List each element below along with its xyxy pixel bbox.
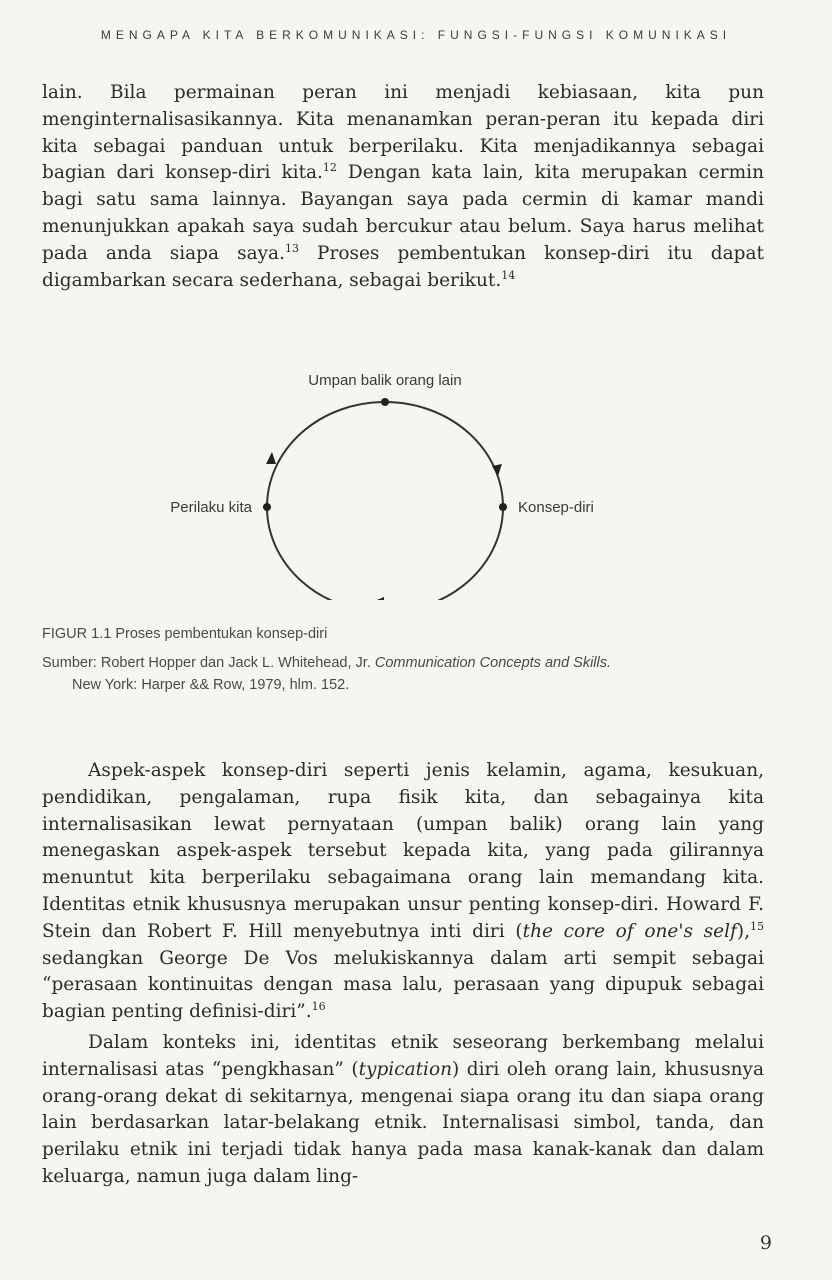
arrow-bottom-left-icon <box>372 597 384 600</box>
paragraph-1-text-c: Proses pembentukan konsep-diri itu dapat digambarkan secara sederhana, sebagai berikut. <box>42 242 764 291</box>
label-feedback: Umpan balik orang lain <box>308 372 462 389</box>
figure-source <box>42 652 782 696</box>
paragraph-3 <box>42 1030 764 1191</box>
node-behavior <box>263 503 271 511</box>
paragraph-2 <box>42 758 764 1026</box>
source-publisher: New York: Harper && Row, 1979, hlm. 152. <box>72 677 350 693</box>
paragraph-3-text-b: ) diri oleh orang lain, khususnya orang-orang dekat di sekitarnya, mengenai siapa orang itu dan siapa orang lain berdasarkan latar-belakang etnik. Internalisasi simbol, tanda, dan perilaku etnik ini terjadi tidak hanya pada masa kanak-kanak dan dalam keluarga, namun juga dalam ling- <box>42 1058 764 1187</box>
footnote-ref-12[interactable]: 12 <box>322 161 337 175</box>
node-self-concept <box>499 503 507 511</box>
paragraph-2-italic: the core of one's self <box>522 920 737 942</box>
source-authors: Robert Hopper dan Jack L. Whitehead, Jr. <box>96 655 371 671</box>
arrow-left-up-icon <box>266 452 276 464</box>
paragraph-3-text-a: Dalam konteks ini, identitas etnik seseorang berkembang melalui internalisasi atas “pengkhasan” ( <box>42 1032 764 1080</box>
label-behavior: Perilaku kita <box>170 499 252 516</box>
footnote-ref-16[interactable]: 16 <box>311 1000 326 1014</box>
concept-cycle-diagram <box>0 360 832 600</box>
page-number: 9 <box>759 1232 772 1254</box>
source-title: Communication Concepts and Skills. <box>374 655 612 671</box>
paragraph-1-text-b: Dengan kata lain, kita merupakan cermin bagi satu sama lainnya. Bayangan saya pada cermin di kamar mandi menunjukkan apakah saya sudah bercukur atau belum. Saya harus melihat pada anda siapa saya. <box>42 162 764 264</box>
cycle-ellipse <box>267 402 503 600</box>
paragraph-2-text-b: ), <box>736 920 751 942</box>
footnote-ref-14[interactable]: 14 <box>501 268 516 282</box>
footnote-ref-15[interactable]: 15 <box>750 919 765 933</box>
figure-caption: FIGUR 1.1 Proses pembentukan konsep-diri <box>42 626 328 642</box>
paragraph-3-italic: typication <box>358 1058 453 1080</box>
arrow-right-down-icon <box>492 464 502 476</box>
paragraph-1 <box>42 80 764 294</box>
source-label: Sumber: <box>42 655 97 671</box>
label-self-concept: Konsep-diri <box>518 499 594 516</box>
paragraph-1-text-a: lain. Bila permainan peran ini menjadi kebiasaan, kita pun menginternalisasikannya. Kita menanamkan peran-peran itu kepada diri kita sebagai panduan untuk berperilaku. Kita menjadikannya sebagai bagian dari konsep-diri kita. <box>42 82 764 184</box>
node-feedback <box>381 398 389 406</box>
footnote-ref-13[interactable]: 13 <box>284 241 299 255</box>
running-head: MENGAPA KITA BERKOMUNIKASI: FUNGSI-FUNGSI KOMUNIKASI <box>100 28 732 42</box>
paragraph-2-text-a: Aspek-aspek konsep-diri seperti jenis kelamin, agama, kesukuan, pendidikan, pengalaman, rupa fisik kita, dan sebagainya kita internalisasikan lewat pernyataan (umpan balik) orang lain yang menegaskan aspek-aspek tersebut kepada kita, yang pada gilirannya menuntut kita berperilaku sebagaimana orang lain memandang kita. Identitas etnik khususnya merupakan unsur penting konsep-diri. Howard F. Stein dan Robert F. Hill menyebutnya inti diri ( <box>42 760 764 942</box>
paragraph-2-text-c: sedangkan George De Vos melukiskannya dalam arti sempit sebagai “perasaan kontinuitas dengan masa lalu, perasaan yang dipupuk sebagai bagian penting definisi-diri”. <box>42 947 764 1023</box>
